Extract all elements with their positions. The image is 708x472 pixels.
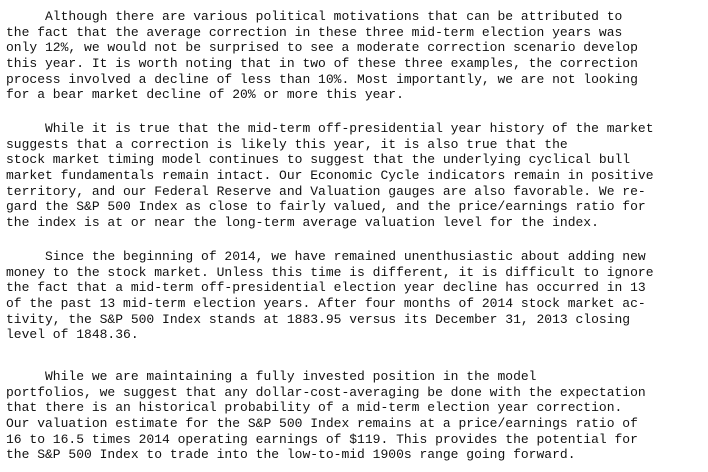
paragraph-1-line-2: the fact that the average correction in these three mid-term election years was [6, 25, 623, 40]
paragraph-4-line-2: portfolios, we suggest that any dollar-cost-averaging be done with the expectation [6, 385, 646, 400]
paragraph-1-line-6: for a bear market decline of 20% or more this year. [6, 87, 404, 102]
paragraph-1-line-1: Although there are various political motivations that can be attributed to [6, 9, 623, 24]
paragraph-4-line-4: Our valuation estimate for the S&P 500 Index remains at a price/earnings ratio of [6, 416, 638, 431]
paragraph-3-line-3: the fact that a mid-term off-presidential election year decline has occurred in 13 [6, 280, 646, 295]
paragraph-4-line-5: 16 to 16.5 times 2014 operating earnings of $119. This provides the potential for [6, 432, 638, 447]
paragraph-1-line-4: this year. It is worth noting that in two of these three examples, the correction [6, 56, 638, 71]
paragraph-1-line-3: only 12%, we would not be surprised to see a moderate correction scenario develop [6, 40, 638, 55]
paragraph-2-line-6: gard the S&P 500 Index as close to fairly valued, and the price/earnings ratio for [6, 199, 646, 214]
paragraph-2-line-5: territory, and our Federal Reserve and Valuation gauges are also favorable. We re- [6, 184, 646, 199]
paragraph-2-line-4: market fundamentals remain intact. Our Economic Cycle indicators remain in positive [6, 168, 654, 183]
paragraph-4-line-3: that there is an historical probability of a mid-term election year correction. [6, 400, 623, 415]
paragraph-3-line-6: level of 1848.36. [6, 327, 139, 342]
paragraph-4-line-6: the S&P 500 Index to trade into the low-to-mid 1900s range going forward. [6, 447, 576, 462]
paragraph-1-line-5: process involved a decline of less than 10%. Most importantly, we are not looking [6, 72, 638, 87]
paragraph-3-line-2: money to the stock market. Unless this time is different, it is difficult to ignore [6, 265, 654, 280]
paragraph-3-line-1: Since the beginning of 2014, we have remained unenthusiastic about adding new [6, 249, 646, 264]
paragraph-2-line-7: the index is at or near the long-term average valuation level for the index. [6, 215, 599, 230]
paragraph-3-line-5: tivity, the S&P 500 Index stands at 1883.95 versus its December 31, 2013 closing [6, 312, 631, 327]
paragraph-2-line-1: While it is true that the mid-term off-presidential year history of the market [6, 121, 654, 136]
paragraph-2-line-3: stock market timing model continues to suggest that the underlying cyclical bull [6, 152, 631, 167]
paragraph-4-line-1: While we are maintaining a fully invested position in the model [6, 369, 537, 384]
paragraph-2-line-2: suggests that a correction is likely this year, it is also true that the [6, 137, 568, 152]
paragraph-3-line-4: of the past 13 mid-term election years. After four months of 2014 stock market ac- [6, 296, 646, 311]
